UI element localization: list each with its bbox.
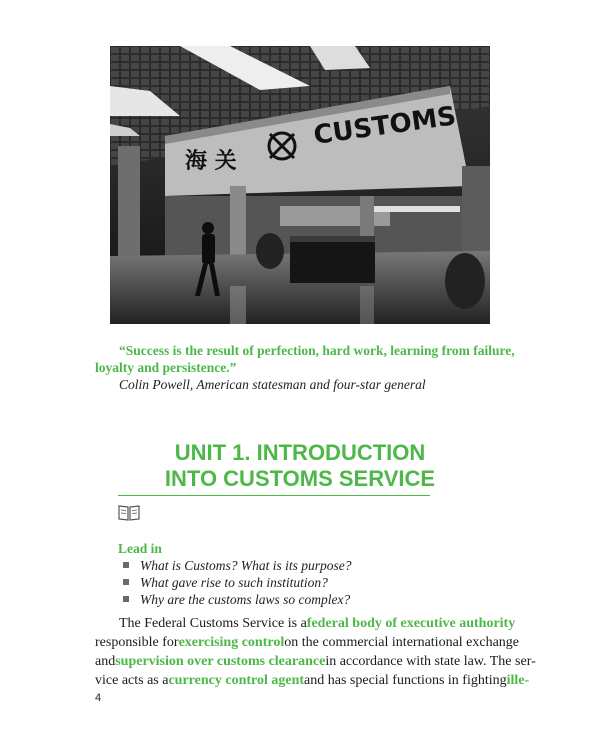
key-term: ille- <box>506 673 530 688</box>
body-line: vice acts as a currency control agent and has special functions in fighting ille- <box>95 673 530 688</box>
quote-author: Colin Powell, American statesman and four-star general <box>119 377 426 392</box>
unit-title-line2: INTO CUSTOMS SERVICE <box>164 466 436 491</box>
page-number: 4 <box>95 692 102 704</box>
list-item: What is Customs? What is its purpose? <box>118 557 518 574</box>
body-line: The Federal Customs Service is a federal body of executive authority <box>119 616 516 631</box>
square-bullet-icon <box>123 579 129 585</box>
quote-text: “Success is the result of perfection, hard work, learning from failure, loyalty and persistence.” <box>95 343 515 375</box>
title-divider <box>118 495 430 496</box>
key-term: exercising control <box>178 635 285 650</box>
square-bullet-icon <box>123 562 129 568</box>
body-paragraph <box>95 614 536 690</box>
key-term: supervision over customs clearance <box>115 654 326 669</box>
list-item: What gave rise to such institution? <box>118 574 518 591</box>
lead-in-section <box>118 540 518 608</box>
lead-in-title: Lead in <box>118 541 162 556</box>
square-bullet-icon <box>123 596 129 602</box>
body-line: and supervision over customs clearance in accordance with state law. The ser- <box>95 654 536 669</box>
list-item: Why are the customs laws so complex? <box>118 591 518 608</box>
unit-title-line1: UNIT 1. INTRODUCTION <box>174 440 426 465</box>
key-term: federal body of executive authority <box>306 616 516 631</box>
unit-title <box>110 440 490 492</box>
open-book-icon <box>118 504 140 527</box>
lead-in-questions <box>118 557 518 608</box>
epigraph-quote <box>95 342 515 393</box>
body-line: responsible for exercising control on the commercial international exchange <box>95 635 520 650</box>
customs-hall-photo <box>110 46 490 324</box>
sign-chinese-text: 海 关 <box>185 149 237 174</box>
key-term: currency control agent <box>168 673 305 688</box>
sign-customs-text: CUSTOMS <box>311 101 458 151</box>
